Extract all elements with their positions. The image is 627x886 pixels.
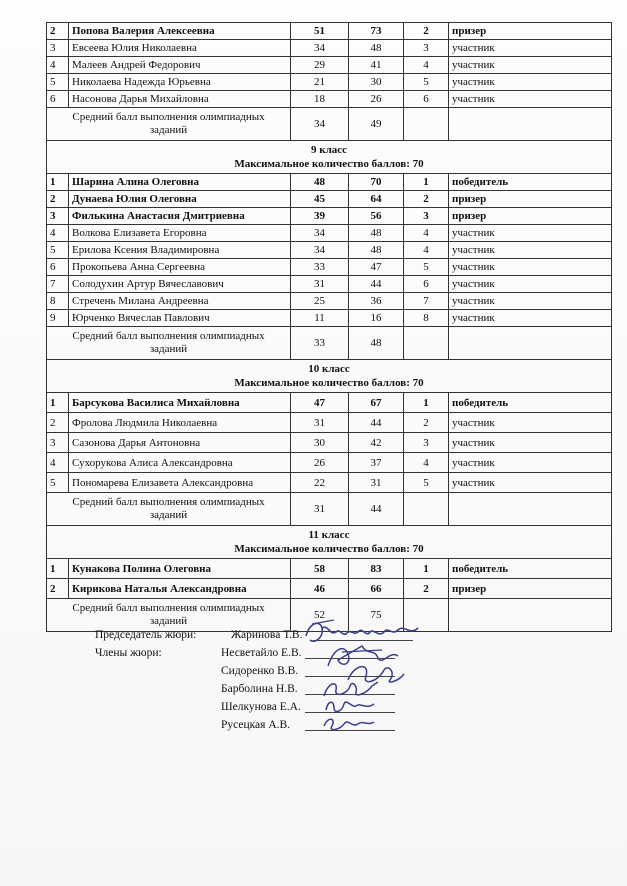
place-cell: 6 xyxy=(404,91,449,108)
percent-cell: 16 xyxy=(349,310,404,327)
score-cell: 39 xyxy=(291,208,349,225)
row-number: 2 xyxy=(47,191,69,208)
participant-name: Малеев Андрей Федорович xyxy=(69,57,291,74)
status-cell: участник xyxy=(449,453,612,473)
table-row xyxy=(47,293,612,310)
jury-member-name: Русецкая А.В. xyxy=(221,719,291,731)
place-cell: 6 xyxy=(404,276,449,293)
table-row xyxy=(47,579,612,599)
score-cell: 34 xyxy=(291,40,349,57)
table-row xyxy=(47,393,612,413)
place-cell: 5 xyxy=(404,74,449,91)
participant-name: Барсукова Василиса Михайловна xyxy=(69,393,291,413)
status-cell: победитель xyxy=(449,393,612,413)
score-cell: 58 xyxy=(291,559,349,579)
percent-cell: 48 xyxy=(349,242,404,259)
row-number: 6 xyxy=(47,259,69,276)
percent-cell: 56 xyxy=(349,208,404,225)
score-cell: 46 xyxy=(291,579,349,599)
status-cell: участник xyxy=(449,473,612,493)
place-cell: 3 xyxy=(404,40,449,57)
average-percent: 75 xyxy=(349,599,404,632)
status-cell: призер xyxy=(449,23,612,40)
place-cell: 5 xyxy=(404,259,449,276)
average-percent: 49 xyxy=(349,108,404,141)
table-row xyxy=(47,225,612,242)
row-number: 7 xyxy=(47,276,69,293)
participant-name: Юрченко Вячеслав Павлович xyxy=(69,310,291,327)
jury-member-name: Барболина Н.В. xyxy=(221,683,298,695)
average-label: Средний балл выполнения олимпиадных заданий xyxy=(47,327,291,360)
score-cell: 33 xyxy=(291,259,349,276)
participant-name: Пономарева Елизавета Александровна xyxy=(69,473,291,493)
score-cell: 47 xyxy=(291,393,349,413)
status-cell: участник xyxy=(449,293,612,310)
percent-cell: 30 xyxy=(349,74,404,91)
participant-name: Прокопьева Анна Сергеевна xyxy=(69,259,291,276)
place-cell: 1 xyxy=(404,174,449,191)
table-row xyxy=(47,191,612,208)
grade-title: 10 класс xyxy=(308,363,350,375)
empty-cell xyxy=(404,327,449,360)
table-row xyxy=(47,208,612,225)
percent-cell: 67 xyxy=(349,393,404,413)
row-number: 9 xyxy=(47,310,69,327)
status-cell: участник xyxy=(449,40,612,57)
jury-member-name: Сидоренко В.В. xyxy=(221,665,299,677)
participant-name: Ерилова Ксения Владимировна xyxy=(69,242,291,259)
place-cell: 2 xyxy=(404,23,449,40)
status-cell: участник xyxy=(449,242,612,259)
table-row xyxy=(47,74,612,91)
participant-name: Сухорукова Алиса Александровна xyxy=(69,453,291,473)
table-row xyxy=(47,310,612,327)
jury-members-label: Члены жюри: xyxy=(95,647,162,659)
average-percent: 48 xyxy=(349,327,404,360)
status-cell: участник xyxy=(449,225,612,242)
participant-name: Николаева Надежда Юрьевна xyxy=(69,74,291,91)
participant-name: Дунаева Юлия Олеговна xyxy=(69,191,291,208)
status-cell: участник xyxy=(449,91,612,108)
average-score: 52 xyxy=(291,599,349,632)
max-score-title: Максимальное количество баллов: 70 xyxy=(234,158,424,170)
results-table-body xyxy=(47,23,612,632)
percent-cell: 41 xyxy=(349,57,404,74)
section-header xyxy=(47,360,612,393)
empty-cell xyxy=(449,599,612,632)
place-cell: 8 xyxy=(404,310,449,327)
place-cell: 2 xyxy=(404,579,449,599)
section-header-row xyxy=(47,360,612,393)
place-cell: 1 xyxy=(404,393,449,413)
percent-cell: 47 xyxy=(349,259,404,276)
place-cell: 2 xyxy=(404,191,449,208)
percent-cell: 66 xyxy=(349,579,404,599)
table-row xyxy=(47,40,612,57)
section-header-row xyxy=(47,141,612,174)
status-cell: призер xyxy=(449,191,612,208)
row-number: 2 xyxy=(47,23,69,40)
row-number: 1 xyxy=(47,174,69,191)
status-cell: победитель xyxy=(449,559,612,579)
score-cell: 18 xyxy=(291,91,349,108)
average-label: Средний балл выполнения олимпиадных заданий xyxy=(47,108,291,141)
average-score: 34 xyxy=(291,108,349,141)
average-score: 31 xyxy=(291,493,349,526)
score-cell: 29 xyxy=(291,57,349,74)
percent-cell: 73 xyxy=(349,23,404,40)
row-number: 2 xyxy=(47,579,69,599)
percent-cell: 31 xyxy=(349,473,404,493)
status-cell: участник xyxy=(449,413,612,433)
empty-cell xyxy=(404,493,449,526)
status-cell: участник xyxy=(449,276,612,293)
jury-chair-label: Председатель жюри: xyxy=(95,629,197,641)
score-cell: 48 xyxy=(291,174,349,191)
average-label: Средний балл выполнения олимпиадных заданий xyxy=(47,493,291,526)
row-number: 3 xyxy=(47,208,69,225)
row-number: 3 xyxy=(47,40,69,57)
score-cell: 25 xyxy=(291,293,349,310)
status-cell: призер xyxy=(449,208,612,225)
place-cell: 4 xyxy=(404,453,449,473)
row-number: 4 xyxy=(47,57,69,74)
status-cell: участник xyxy=(449,57,612,74)
place-cell: 4 xyxy=(404,242,449,259)
status-cell: участник xyxy=(449,74,612,91)
empty-cell xyxy=(449,327,612,360)
participant-name: Попова Валерия Алексеевна xyxy=(69,23,291,40)
percent-cell: 42 xyxy=(349,433,404,453)
score-cell: 26 xyxy=(291,453,349,473)
row-number: 4 xyxy=(47,225,69,242)
percent-cell: 44 xyxy=(349,276,404,293)
score-cell: 31 xyxy=(291,413,349,433)
table-row xyxy=(47,473,612,493)
table-row xyxy=(47,23,612,40)
place-cell: 3 xyxy=(404,208,449,225)
percent-cell: 48 xyxy=(349,40,404,57)
participant-name: Насонова Дарья Михайловна xyxy=(69,91,291,108)
status-cell: победитель xyxy=(449,174,612,191)
empty-cell xyxy=(449,493,612,526)
table-row xyxy=(47,91,612,108)
empty-cell xyxy=(404,108,449,141)
score-cell: 21 xyxy=(291,74,349,91)
participant-name: Евсеева Юлия Николаевна xyxy=(69,40,291,57)
results-table xyxy=(46,22,612,632)
table-row xyxy=(47,559,612,579)
percent-cell: 64 xyxy=(349,191,404,208)
participant-name: Сазонова Дарья Антоновна xyxy=(69,433,291,453)
participant-name: Кунакова Полина Олеговна xyxy=(69,559,291,579)
place-cell: 1 xyxy=(404,559,449,579)
average-percent: 44 xyxy=(349,493,404,526)
score-cell: 34 xyxy=(291,225,349,242)
percent-cell: 26 xyxy=(349,91,404,108)
max-score-title: Максимальное количество баллов: 70 xyxy=(234,377,424,389)
section-header xyxy=(47,526,612,559)
table-row xyxy=(47,174,612,191)
status-cell: участник xyxy=(449,310,612,327)
percent-cell: 70 xyxy=(349,174,404,191)
percent-cell: 83 xyxy=(349,559,404,579)
empty-cell xyxy=(449,108,612,141)
participant-name: Солодухин Артур Вячеславович xyxy=(69,276,291,293)
table-row xyxy=(47,57,612,74)
average-label: Средний балл выполнения олимпиадных заданий xyxy=(47,599,291,632)
participant-name: Филькина Анастасия Дмитриевна xyxy=(69,208,291,225)
score-cell: 45 xyxy=(291,191,349,208)
percent-cell: 48 xyxy=(349,225,404,242)
table-row xyxy=(47,242,612,259)
participant-name: Шарина Алина Олеговна xyxy=(69,174,291,191)
participant-name: Стречень Милана Андреевна xyxy=(69,293,291,310)
status-cell: участник xyxy=(449,259,612,276)
signature-member xyxy=(318,712,378,736)
average-row xyxy=(47,108,612,141)
place-cell: 5 xyxy=(404,473,449,493)
status-cell: призер xyxy=(449,579,612,599)
place-cell: 2 xyxy=(404,413,449,433)
grade-title: 9 класс xyxy=(310,144,348,156)
percent-cell: 37 xyxy=(349,453,404,473)
score-cell: 22 xyxy=(291,473,349,493)
score-cell: 31 xyxy=(291,276,349,293)
participant-name: Фролова Людмила Николаевна xyxy=(69,413,291,433)
percent-cell: 36 xyxy=(349,293,404,310)
row-number: 5 xyxy=(47,473,69,493)
table-row xyxy=(47,276,612,293)
jury-member-name: Шелкунова Е.А. xyxy=(221,701,301,713)
place-cell: 3 xyxy=(404,433,449,453)
place-cell: 7 xyxy=(404,293,449,310)
row-number: 2 xyxy=(47,413,69,433)
section-header xyxy=(47,141,612,174)
place-cell: 4 xyxy=(404,225,449,242)
row-number: 4 xyxy=(47,453,69,473)
status-cell: участник xyxy=(449,433,612,453)
row-number: 6 xyxy=(47,91,69,108)
jury-member-name: Несветайло Е.В. xyxy=(221,647,302,659)
place-cell: 4 xyxy=(404,57,449,74)
max-score-title: Максимальное количество баллов: 70 xyxy=(234,543,424,555)
average-row xyxy=(47,327,612,360)
participant-name: Кирикова Наталья Александровна xyxy=(69,579,291,599)
row-number: 8 xyxy=(47,293,69,310)
participant-name: Волкова Елизавета Егоровна xyxy=(69,225,291,242)
row-number: 3 xyxy=(47,433,69,453)
jury-chair-name: Жаринова Т.В. xyxy=(231,629,303,641)
score-cell: 11 xyxy=(291,310,349,327)
section-header-row xyxy=(47,526,612,559)
table-row xyxy=(47,453,612,473)
average-row xyxy=(47,493,612,526)
percent-cell: 44 xyxy=(349,413,404,433)
score-cell: 34 xyxy=(291,242,349,259)
score-cell: 30 xyxy=(291,433,349,453)
row-number: 5 xyxy=(47,242,69,259)
table-row xyxy=(47,413,612,433)
row-number: 5 xyxy=(47,74,69,91)
table-row xyxy=(47,433,612,453)
row-number: 1 xyxy=(47,559,69,579)
score-cell: 51 xyxy=(291,23,349,40)
average-score: 33 xyxy=(291,327,349,360)
grade-title: 11 класс xyxy=(308,529,350,541)
table-row xyxy=(47,259,612,276)
row-number: 1 xyxy=(47,393,69,413)
